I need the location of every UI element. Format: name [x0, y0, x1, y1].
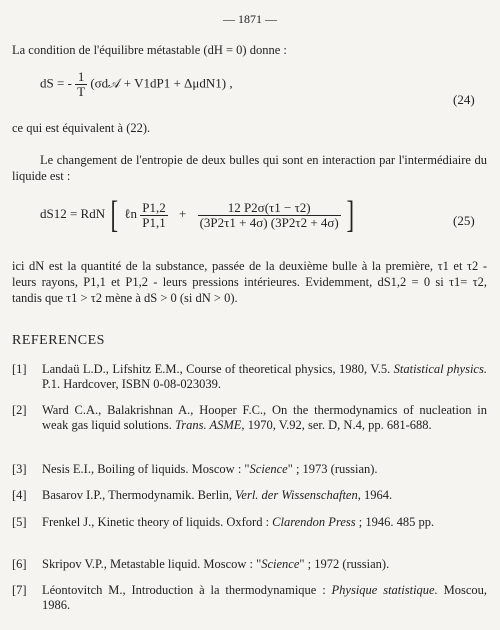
reference-number: [3] [12, 462, 27, 476]
reference-item [12, 403, 487, 433]
eq25-frac1-num: P1,2 [142, 199, 166, 215]
reference-item [12, 583, 487, 613]
reference-main: Ward C.A., Balakrishnan A., Hooper F.C., On the thermodynamics of nucleation in weak gas liquid solutions. [42, 403, 487, 432]
reference-text [42, 488, 487, 503]
equation-25-number: (25) [453, 213, 475, 228]
reference-main: Frenkel J., Kinetic theory of liquids. Oxford : [42, 515, 273, 529]
equation-25 [40, 196, 357, 234]
reference-italic: Science [261, 557, 300, 571]
reference-main: Basarov I.P., Thermodynamik. Berlin, [42, 488, 236, 502]
reference-italic: Physique statistique. [331, 583, 438, 597]
eq25-fraction-1 [140, 201, 167, 230]
reference-main: Léontovitch M., Introduction à la thermodynamique : [42, 583, 332, 597]
reference-item [12, 362, 487, 392]
reference-main: Nesis E.I., Boiling of liquids. Moscow : " [42, 462, 250, 476]
page-number: — 1871 — [223, 12, 277, 26]
reference-number: [7] [12, 583, 27, 597]
reference-text [42, 557, 487, 572]
reference-item [12, 515, 487, 530]
eq25-frac2-den: (3P2τ1 + 4σ) (3P2τ2 + 4σ) [199, 214, 339, 230]
eq24-frac-num: 1 [75, 70, 87, 85]
eq25-frac1-den: P1,1 [142, 214, 166, 230]
reference-main: Skripov V.P., Metastable liquid. Moscow : " [42, 557, 262, 571]
equation-24-number: (24) [453, 92, 475, 107]
references-heading: REFERENCES [12, 333, 105, 348]
reference-tail: Moscou, 1986. [42, 583, 487, 612]
reference-number: [1] [12, 362, 27, 376]
reference-number: [6] [12, 557, 27, 571]
reference-tail: 1970, V.92, ser. D, N.4, pp. 681-688. [244, 418, 432, 432]
eq25-fraction-2 [198, 201, 341, 230]
reference-italic: Science [249, 462, 288, 476]
reference-tail: " ; 1973 (russian). [287, 462, 378, 476]
paragraph-explanation: ici dN est la quantité de la substance, passée de la deuxième bulle à la première, τ1 et τ2 - leurs rayons, P1,1 et P1,2 - leurs pressions intérieures. Evidemment, dS1,2 = 0 si τ1= τ2, tandis que τ1 > τ2 mène à dS > 0 (si dN > 0). [12, 259, 487, 305]
reference-italic: Clarendon Press [272, 515, 356, 529]
eq25-plus: + [179, 205, 187, 221]
reference-tail: ; 1946. 485 pp. [355, 515, 435, 529]
reference-number: [2] [12, 403, 27, 417]
reference-italic: Statistical physics. [393, 362, 487, 376]
eq24-rhs: (σd𝒜 + V1dP1 + ΔμdN1) , [90, 75, 233, 91]
eq25-frac2-num: 12 P2σ(τ1 − τ2) [198, 201, 341, 216]
reference-item [12, 557, 487, 572]
reference-main: Landaü L.D., Lifshitz E.M., Course of theoretical physics, 1980, V.5. [42, 362, 394, 376]
reference-text [42, 462, 487, 477]
eq25-ln: ℓn [124, 205, 138, 221]
eq24-lhs: dS = - [40, 75, 72, 91]
reference-italic: Trans. ASME, [174, 418, 245, 432]
reference-number: [5] [12, 515, 27, 529]
reference-tail: " ; 1972 (russian). [299, 557, 390, 571]
eq25-right-bracket: ] [346, 194, 355, 236]
reference-tail: 1964. [360, 488, 393, 502]
reference-text [42, 403, 487, 433]
reference-text [42, 515, 487, 530]
reference-tail: P.1. Hardcover, ISBN 0-08-023039. [42, 377, 221, 391]
eq25-lhs: dS12 = RdN [40, 205, 106, 221]
paragraph-equilibrium-condition: La condition de l'équilibre métastable (dH = 0) donne : [12, 43, 287, 57]
reference-text [42, 583, 487, 613]
reference-number: [4] [12, 488, 27, 502]
eq24-fraction [75, 70, 87, 99]
eq25-left-bracket: [ [110, 194, 119, 236]
eq24-frac-den: T [77, 84, 86, 99]
paragraph-entropy-change: Le changement de l'entropie de deux bulles qui sont en interaction par l'intermédiaire du liquide est : [12, 153, 487, 183]
reference-item [12, 462, 487, 477]
paragraph-equivalence: ce qui est équivalent à (22). [12, 121, 151, 135]
reference-text [42, 362, 487, 392]
reference-item [12, 488, 487, 503]
equation-24 [40, 70, 233, 99]
reference-italic: Verl. der Wissenschaften, [235, 488, 361, 502]
